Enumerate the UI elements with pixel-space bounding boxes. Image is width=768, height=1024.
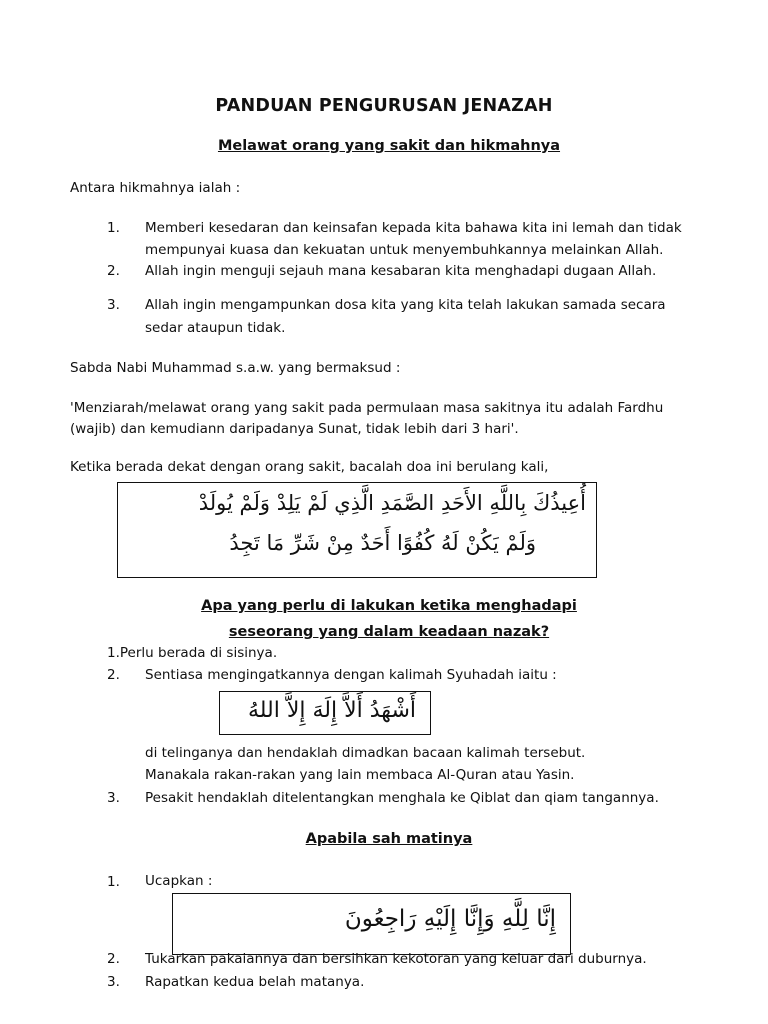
section-heading-nazak: seseorang yang dalam keadaan nazak? — [228, 624, 550, 640]
list-item-text: di telinganya dan hendaklah dimadkan bacaan kalimah tersebut. — [145, 745, 586, 761]
list-number: 1. — [107, 220, 120, 236]
list-item-text: mempunyai kuasa dan kekuatan untuk menyembuhkannya melainkan Allah. — [145, 242, 664, 258]
list-item-text: Tukarkan pakaiannya dan bersihkan kekotoran yang keluar dari duburnya. — [145, 951, 647, 967]
list-number: 3. — [107, 974, 120, 990]
sabda-text: Sabda Nabi Muhammad s.a.w. yang bermaksud : — [70, 360, 401, 376]
page-title: PANDUAN PENGURUSAN JENAZAH — [215, 96, 553, 116]
hadith-quote: (wajib) dan kemudiann daripadanya Sunat, tidak lebih dari 3 hari'. — [70, 421, 519, 437]
list-item-text: Allah ingin menguji sejauh mana kesabaran kita menghadapi dugaan Allah. — [145, 263, 657, 279]
intro-text: Antara hikmahnya ialah : — [70, 180, 241, 196]
list-item-text: Rapatkan kedua belah matanya. — [145, 974, 365, 990]
list-item-text: Memberi kesedaran dan keinsafan kepada kita bahawa kita ini lemah dan tidak — [145, 220, 682, 236]
doa-arabic-line: وَلَمْ يَكُنْ لَهُ كُفُوًا أَحَدٌ مِنْ شَرِّ مَا تَجِدُ — [229, 531, 536, 555]
list-number: 2. — [107, 263, 120, 279]
list-number: 3. — [107, 297, 120, 313]
section-heading-death: Apabila sah matinya — [305, 831, 473, 847]
shahada-box — [219, 691, 431, 735]
istirja-box — [172, 893, 571, 955]
list-item-text: Pesakit hendaklah ditelentangkan menghala ke Qiblat dan qiam tangannya. — [145, 790, 659, 806]
list-item-text: sedar ataupun tidak. — [145, 320, 286, 336]
doa-arabic-line: أُعِيذُكَ بِاللَّهِ الأَحَدِ الصَّمَدِ الَّذِي لَمْ يَلِدْ وَلَمْ يُولَدْ — [198, 491, 586, 515]
list-number: 1. — [107, 874, 120, 890]
section-heading-nazak: Apa yang perlu di lakukan ketika menghadapi — [201, 598, 577, 614]
hadith-quote: 'Menziarah/melawat orang yang sakit pada permulaan masa sakitnya itu adalah Fardhu — [70, 400, 664, 416]
shahada-arabic: أَشْهَدُ أَلاَّ إِلَهَ إِلاَّ اللهُ — [247, 698, 416, 723]
doa-intro: Ketika berada dekat dengan orang sakit, bacalah doa ini berulang kali, — [70, 459, 549, 475]
doa-box — [117, 482, 597, 578]
istirja-arabic: إِنَّا لِلَّهِ وَإِنَّا إِلَيْهِ رَاجِعُونَ — [344, 906, 556, 932]
list-number: 2. — [107, 951, 120, 967]
list-item-text: 1.Perlu berada di sisinya. — [107, 645, 278, 661]
section-heading-visit: Melawat orang yang sakit dan hikmahnya — [217, 138, 561, 154]
list-item-text: Ucapkan : — [145, 873, 213, 889]
list-number: 3. — [107, 790, 120, 806]
list-item-text: Sentiasa mengingatkannya dengan kalimah Syuhadah iaitu : — [145, 667, 557, 683]
list-item-text: Manakala rakan-rakan yang lain membaca Al-Quran atau Yasin. — [145, 767, 575, 783]
list-number: 2. — [107, 667, 120, 683]
list-item-text: Allah ingin mengampunkan dosa kita yang kita telah lakukan samada secara — [145, 297, 666, 313]
